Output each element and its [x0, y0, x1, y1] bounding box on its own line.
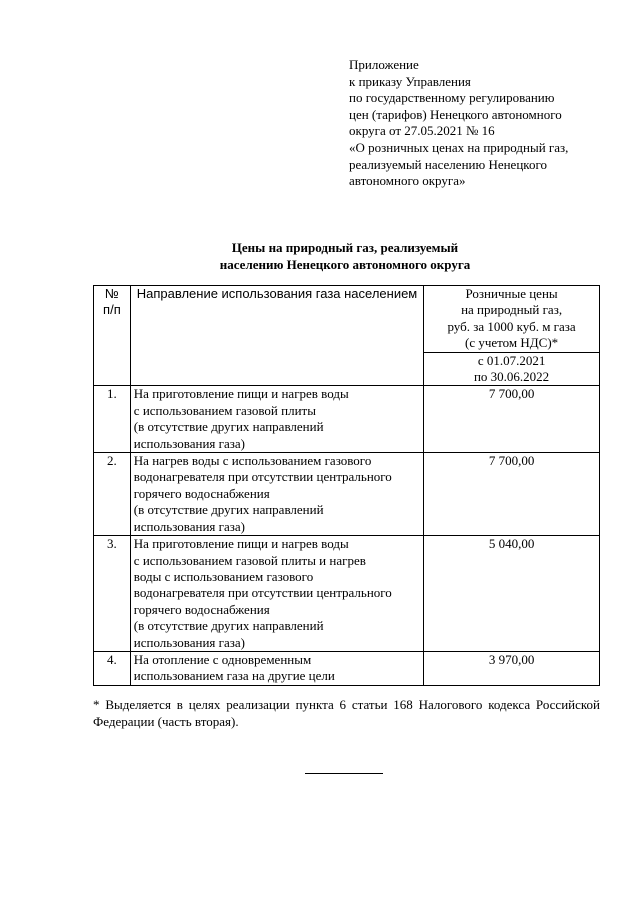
- appendix-line: цен (тарифов) Ненецкого автономного: [349, 106, 562, 122]
- header-price-line: Розничные цены: [465, 286, 558, 301]
- direction-line: с использованием газовой плиты и нагрев: [133, 552, 366, 568]
- appendix-line: округа от 27.05.2021 № 16: [349, 123, 495, 139]
- direction-line: водонагревателя при отсутствии центрального: [133, 585, 392, 601]
- row-direction: [130, 651, 423, 685]
- table-row: [94, 453, 600, 536]
- row-price: 5 040,00: [424, 536, 600, 652]
- direction-line: (в отсутствие других направлений: [133, 618, 324, 634]
- table-row: [94, 651, 600, 685]
- appendix-line: автономного округа»: [349, 173, 466, 189]
- direction-line: с использованием газовой плиты: [133, 402, 316, 418]
- direction-line: использования газа): [133, 518, 246, 534]
- table-row: [94, 536, 600, 652]
- header-period: [424, 352, 600, 386]
- row-price: 7 700,00: [424, 453, 600, 536]
- appendix-line: Приложение: [349, 57, 419, 72]
- table-row: [94, 386, 600, 453]
- period-end: по 30.06.2022: [473, 369, 550, 385]
- direction-line: использованием газа на другие цели: [133, 668, 335, 684]
- direction-line: На приготовление пищи и нагрев воды: [133, 536, 349, 552]
- header-price-line: на природный газ,: [461, 302, 563, 318]
- prices-table: [93, 285, 600, 686]
- direction-line: (в отсутствие других направлений: [133, 419, 324, 435]
- row-direction: [130, 536, 423, 652]
- direction-line: На нагрев воды с использованием газового: [133, 453, 372, 469]
- direction-line: воды с использованием газового: [133, 568, 314, 584]
- period-start: с 01.07.2021: [477, 352, 546, 368]
- header-price-line: руб. за 1000 куб. м газа: [447, 318, 576, 334]
- header-number-abbr: п/п: [103, 302, 121, 318]
- title-line-2: населению Ненецкого автономного округа: [219, 257, 471, 272]
- row-number: 3.: [94, 536, 131, 652]
- direction-line: водонагревателя при отсутствии центрального: [133, 469, 392, 485]
- document-title: [0, 239, 640, 273]
- appendix-line: реализуемый населению Ненецкого: [349, 156, 547, 172]
- table-header-row: [94, 286, 600, 353]
- row-direction: [130, 453, 423, 536]
- direction-line: (в отсутствие других направлений: [133, 502, 324, 518]
- appendix-line: «О розничных ценах на природный газ,: [349, 139, 569, 155]
- row-direction: [130, 386, 423, 453]
- appendix-note: [349, 57, 629, 190]
- header-price-line: (с учетом НДС)*: [465, 335, 559, 351]
- direction-line: На приготовление пищи и нагрев воды: [133, 386, 349, 402]
- direction-line: использования газа): [133, 435, 246, 451]
- direction-line: На отопление с одновременным: [133, 651, 312, 667]
- closing-rule: [305, 773, 383, 774]
- direction-line: горячего водоснабжения: [133, 601, 270, 617]
- header-price: [424, 286, 600, 353]
- direction-line: горячего водоснабжения: [133, 485, 270, 501]
- direction-line: использования газа): [133, 634, 246, 650]
- row-number: 2.: [94, 453, 131, 536]
- appendix-line: к приказу Управления: [349, 73, 471, 89]
- row-number: 1.: [94, 386, 131, 453]
- row-price: 7 700,00: [424, 386, 600, 453]
- footnote: * Выделяется в целях реализации пункта 6 статьи 168 Налогового кодекса Российской Федерации (часть вторая).: [93, 697, 600, 729]
- header-number-symbol: №: [104, 286, 119, 301]
- title-line-1: Цены на природный газ, реализуемый: [231, 240, 459, 255]
- header-direction: Направление использования газа населением: [130, 286, 423, 386]
- header-number: [94, 286, 131, 386]
- appendix-line: по государственному регулированию: [349, 90, 555, 106]
- row-number: 4.: [94, 651, 131, 685]
- row-price: 3 970,00: [424, 651, 600, 685]
